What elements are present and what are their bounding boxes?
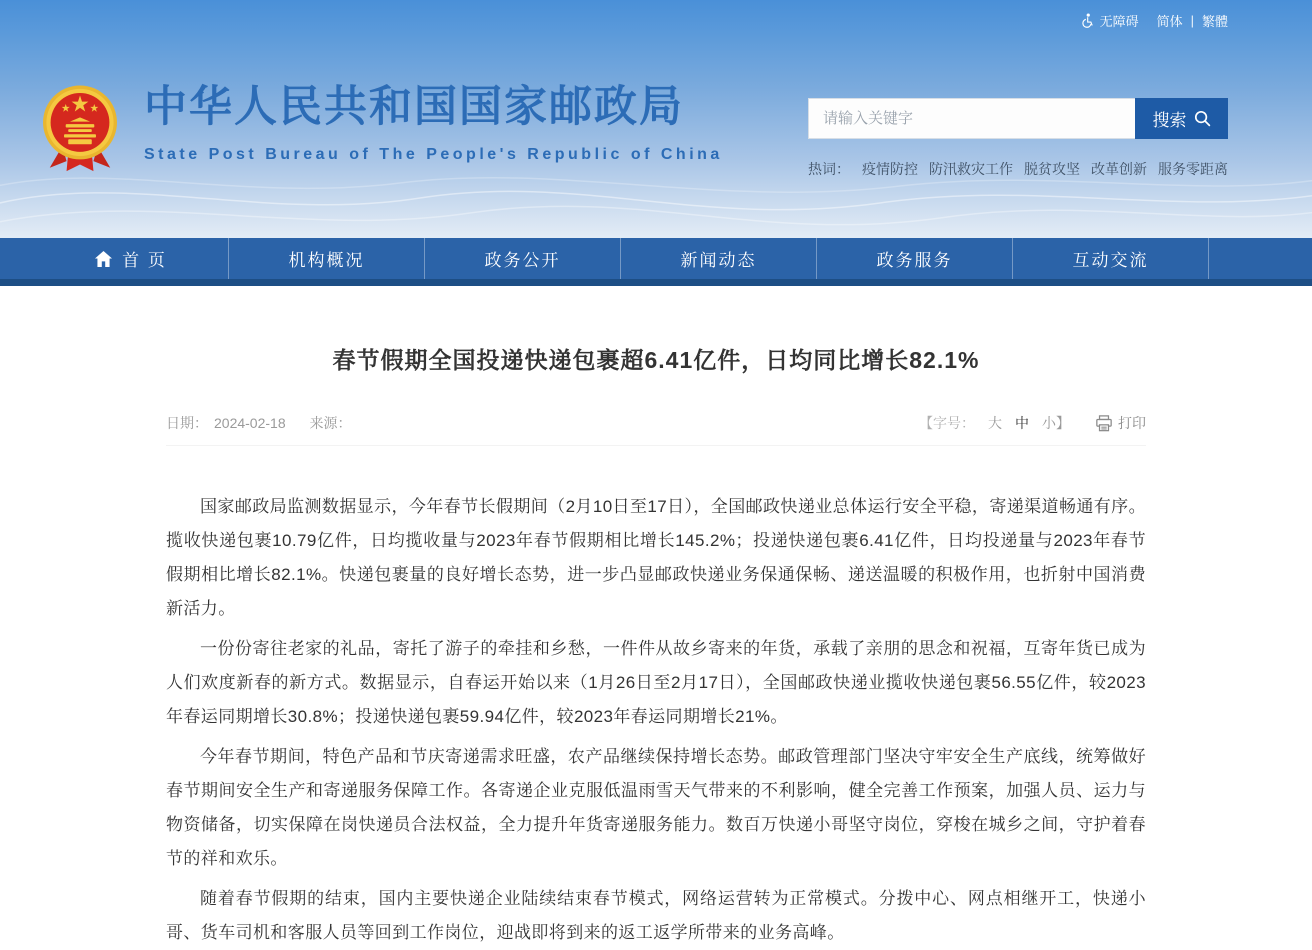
source-label: 来源： bbox=[309, 415, 352, 431]
article-paragraph: 随着春节假期的结束，国内主要快递企业陆续结束春节模式，网络运营转为正常模式。分拨中心、网点相继开工，快递小哥、货车司机和客服人员等回到工作岗位，迎战即将到来的返工返学所带来的业务高峰。 bbox=[166, 889, 1146, 942]
nav-item-gov-disclosure[interactable] bbox=[425, 238, 621, 279]
nav-item-label: 首 页 bbox=[122, 251, 167, 270]
hotwords bbox=[808, 159, 1228, 179]
article-paragraph: 国家邮政局监测数据显示，今年春节长假期间（2月10日至17日），全国邮政快递业总体运行安全平稳，寄递渠道畅通有序。揽收快递包裹10.79亿件，日均揽收量与2023年春节假期相比增长145.2%；投递快递包裹6.41亿件，日均投递量与2023年春节假期相比增长82.1%。快递包裹量的良好增长态势，进一步凸显邮政快递业务保通保畅、递送温暖的积极作用，也折射中国消费新活力。 bbox=[166, 497, 1146, 618]
lang-divider: | bbox=[1190, 13, 1194, 28]
article-title: 春节假期全国投递快递包裹超6.41亿件，日均同比增长82.1% bbox=[332, 347, 980, 373]
article-meta-left bbox=[166, 413, 358, 433]
date-value: 2024-02-18 bbox=[214, 415, 286, 431]
hotword-link[interactable]: 服务零距离 bbox=[1158, 161, 1228, 177]
hotwords-label: 热词： bbox=[808, 161, 850, 177]
printer-icon bbox=[1095, 415, 1113, 432]
nav-item-label: 互动交流 bbox=[1072, 251, 1149, 270]
site-logo[interactable] bbox=[38, 82, 723, 178]
brand-text bbox=[144, 84, 723, 164]
nav-item-label: 政务公开 bbox=[484, 251, 561, 270]
hotword-link[interactable]: 防汛救灾工作 bbox=[929, 161, 1013, 177]
topbar bbox=[1080, 11, 1228, 30]
simplified-link[interactable]: 简体 bbox=[1156, 14, 1183, 29]
nav-item-label: 新闻动态 bbox=[680, 251, 757, 270]
article-paragraph: 今年春节期间，特色产品和节庆寄递需求旺盛，农产品继续保持增长态势。邮政管理部门坚决守牢安全生产底线，统筹做好春节期间安全生产和寄递服务保障工作。各寄递企业克服低温雨雪天气带来的不利影响，健全完善工作预案，加强人员、运力与物资储备，切实保障在岗快递员合法权益，全力提升年货寄递服务能力。数百万快递小哥坚守岗位，穿梭在城乡之间，守护着春节的祥和欢乐。 bbox=[166, 747, 1146, 868]
hotword-link[interactable]: 脱贫攻坚 bbox=[1024, 161, 1080, 177]
article-body bbox=[166, 490, 1146, 950]
article-meta-right bbox=[919, 413, 1146, 433]
nav-item-interaction[interactable] bbox=[1013, 238, 1209, 279]
article-page bbox=[166, 342, 1146, 950]
search-button-label: 搜索 bbox=[1152, 111, 1187, 130]
article-meta-row bbox=[166, 413, 1146, 446]
font-size-medium-button[interactable]: 中 bbox=[1015, 415, 1029, 431]
search-input[interactable] bbox=[808, 98, 1135, 139]
hotword-link[interactable]: 改革创新 bbox=[1091, 161, 1147, 177]
nav-item-about[interactable] bbox=[229, 238, 425, 279]
search-button[interactable] bbox=[1135, 98, 1228, 139]
accessibility-icon bbox=[1080, 13, 1095, 28]
nav-item-label: 政务服务 bbox=[876, 251, 953, 270]
nav-item-gov-services[interactable] bbox=[817, 238, 1013, 279]
site-header bbox=[0, 0, 1312, 238]
font-size-small-button[interactable]: 小】 bbox=[1042, 415, 1070, 431]
national-emblem-icon bbox=[38, 82, 122, 178]
hotword-link[interactable]: 疫情防控 bbox=[862, 161, 918, 177]
accessibility-link[interactable] bbox=[1080, 11, 1139, 30]
font-size-large-button[interactable]: 大 bbox=[988, 415, 1002, 431]
home-icon bbox=[94, 250, 113, 268]
article-paragraph: 一份份寄往老家的礼品，寄托了游子的牵挂和乡愁，一件件从故乡寄来的年货，承载了亲朋的思念和祝福，互寄年货已成为人们欢度新春的新方式。数据显示，自春运开始以来（1月26日至2月17日），全国邮政快递业揽收快递包裹56.55亿件，较2023年春运同期增长30.8%；投递快递包裹59.94亿件，较2023年春运同期增长21%。 bbox=[166, 639, 1146, 726]
traditional-link[interactable]: 繁體 bbox=[1201, 14, 1228, 29]
nav-item-news[interactable] bbox=[621, 238, 817, 279]
print-button[interactable] bbox=[1095, 413, 1146, 433]
date-label: 日期： bbox=[166, 415, 208, 431]
site-subtitle: State Post Bureau of The People's Republic of China bbox=[144, 146, 723, 164]
print-label: 打印 bbox=[1118, 415, 1146, 431]
font-size-label: 【字号： bbox=[919, 415, 975, 431]
main-nav bbox=[0, 238, 1312, 286]
site-title: 中华人民共和国国家邮政局 bbox=[144, 83, 684, 131]
accessibility-label: 无障碍 bbox=[1099, 14, 1139, 29]
search-icon bbox=[1194, 110, 1211, 127]
search-area bbox=[808, 98, 1228, 179]
nav-item-home[interactable] bbox=[33, 238, 229, 279]
nav-item-label: 机构概况 bbox=[288, 251, 365, 270]
